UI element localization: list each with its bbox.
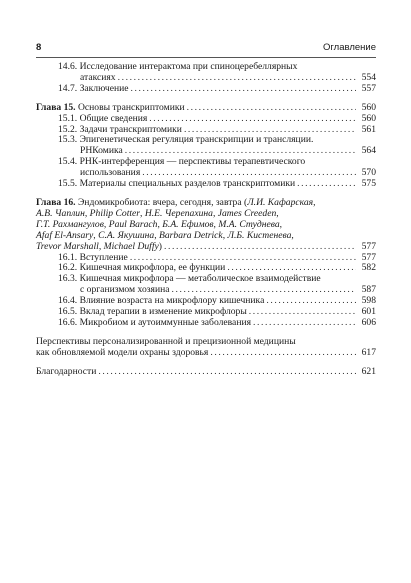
toc-entry-perspectives-line1: Перспективы персонализированной и прецизионной медицины [36, 335, 296, 347]
author: А.В. Чаплин [36, 207, 85, 219]
toc-entry-14-6-line1: 14.6. Исследование интерактома при спиноцеребеллярных [58, 61, 298, 72]
toc-page-number: 570 [361, 167, 376, 179]
leader-dots [249, 307, 356, 318]
leader-dots [149, 114, 356, 125]
toc-entry-15-1[interactable] [36, 114, 376, 125]
toc-entry-text: 16.6. Микробиом и аутоиммунные заболевания [58, 316, 251, 328]
running-title: Оглавление [323, 42, 376, 53]
toc-entry-text: атаксиях [80, 71, 116, 83]
toc-page-number: 617 [361, 346, 376, 358]
toc-entry-15-4-line1: 15.4. РНК-интерференция — перспективы терапевтического [58, 156, 306, 168]
author: Л.И. Кафарская [247, 196, 314, 208]
author: Г.Т. Рахмангулов [36, 218, 104, 230]
toc-entry-acknowledgements[interactable] [36, 367, 376, 378]
author: Philip Cotter [89, 207, 141, 219]
toc-entry-text: с организмом хозяина [80, 284, 170, 296]
table-of-contents [36, 62, 376, 378]
toc-entry-15-3-line1: 15.3. Эпигенетическая регуляция транскрипции и трансляции. [58, 134, 314, 146]
toc-entry-text: РНКомика [80, 145, 123, 157]
toc-entry-text [36, 103, 185, 114]
toc-entry-text: 16.1. Вступление [58, 251, 128, 263]
toc-chapter-16-line2: А.В. Чаплин, Philip Cotter, Н.Е. Черепахина, James Creeden, [36, 207, 279, 219]
chapter-title: Эндомикробиота: вчера, сегодня, завтра ( [75, 196, 248, 208]
toc-page-number: 560 [361, 112, 376, 124]
toc-page-number: 577 [361, 240, 376, 252]
toc-chapter-15[interactable] [36, 103, 376, 114]
toc-entry-text: 16.5. Вклад терапии в изменение микрофлоры [58, 306, 247, 318]
toc-entry-perspectives[interactable] [36, 348, 376, 359]
leader-dots [266, 296, 356, 307]
toc-chapter-16-line4: Afaf El-Ansary, С.А. Якушина, Barbara Detrick, Л.Б. Кистенева, [36, 229, 294, 241]
toc-page-number: 564 [361, 145, 376, 157]
toc-page-number: 561 [361, 123, 376, 135]
toc-entry-text: использования [80, 167, 141, 179]
toc-entry-15-5[interactable] [36, 179, 376, 190]
toc-page-number: 601 [361, 306, 376, 318]
toc-page-number: 587 [361, 284, 376, 296]
author: Trevor Marshall [36, 240, 99, 252]
author: Barbara Detrick [159, 229, 223, 241]
author: С.А. Якушина [98, 229, 155, 241]
toc-entry-text: 15.2. Задачи транскриптомики [58, 123, 182, 135]
toc-page-number: 554 [361, 71, 376, 83]
toc-page-number: 606 [361, 316, 376, 328]
toc-page-number: 621 [361, 365, 376, 377]
chapter-title: Основы транскриптомики [75, 101, 185, 113]
toc-page-number: 582 [361, 262, 376, 274]
leader-dots [164, 242, 356, 253]
toc-entry-14-7[interactable] [36, 84, 376, 95]
leader-dots [98, 367, 356, 378]
toc-chapter-16-line3: Г.Т. Рахмангулов, Paul Barach, Б.А. Ефимов, М.А. Студнева, [36, 218, 283, 230]
author: James Creeden [217, 207, 277, 219]
toc-page-number: 598 [361, 295, 376, 307]
author: Л.Б. Кистенева [227, 229, 292, 241]
toc-entry-16-3-line1: 16.3. Кишечная микрофлора — метаболическое взаимодействие [58, 273, 321, 285]
toc-page-number: 557 [361, 82, 376, 94]
chapter-label: Глава 16. [36, 196, 76, 208]
leader-dots [210, 348, 356, 359]
page-header [36, 41, 376, 58]
toc-page-number: 577 [361, 251, 376, 263]
toc-entry-16-6[interactable] [36, 318, 376, 329]
toc-entry-text: Благодарности [36, 365, 97, 377]
author: Afaf El-Ansary [36, 229, 94, 241]
leader-dots [118, 73, 356, 84]
author: Б.А. Ефимов [162, 218, 214, 230]
author: Michael Duffy [103, 240, 159, 252]
toc-entry-text: как обновляемой модели охраны здоровья [36, 346, 209, 358]
toc-page-number: 560 [361, 101, 376, 113]
leader-dots [253, 318, 356, 329]
toc-entry-text: 15.5. Материалы специальных разделов транскриптомики [58, 178, 296, 190]
toc-entry-text: 16.2. Кишечная микрофлора, ее функции [58, 262, 226, 274]
toc-page-number: 575 [361, 178, 376, 190]
toc-chapter-16-line1: Глава 16. Эндомикробиота: вчера, сегодня, завтра (Л.И. Кафарская, [36, 196, 316, 208]
toc-entry-text: 16.4. Влияние возраста на микрофлору кишечника [58, 295, 265, 307]
toc-entry-text: 15.1. Общие сведения [58, 112, 148, 124]
author: Paul Barach [108, 218, 158, 230]
toc-entry-text: Trevor Marshall, Michael Duffy) [36, 240, 162, 252]
leader-dots [297, 179, 356, 190]
chapter-label: Глава 15. [36, 101, 76, 113]
leader-dots [187, 103, 356, 114]
page-number: 8 [36, 42, 42, 53]
leader-dots [131, 84, 356, 95]
author: Н.Е. Черепахина [144, 207, 213, 219]
toc-entry-text: 14.7. Заключение [58, 82, 129, 94]
toc-chapter-16[interactable] [36, 242, 376, 253]
author: М.А. Студнева [218, 218, 280, 230]
